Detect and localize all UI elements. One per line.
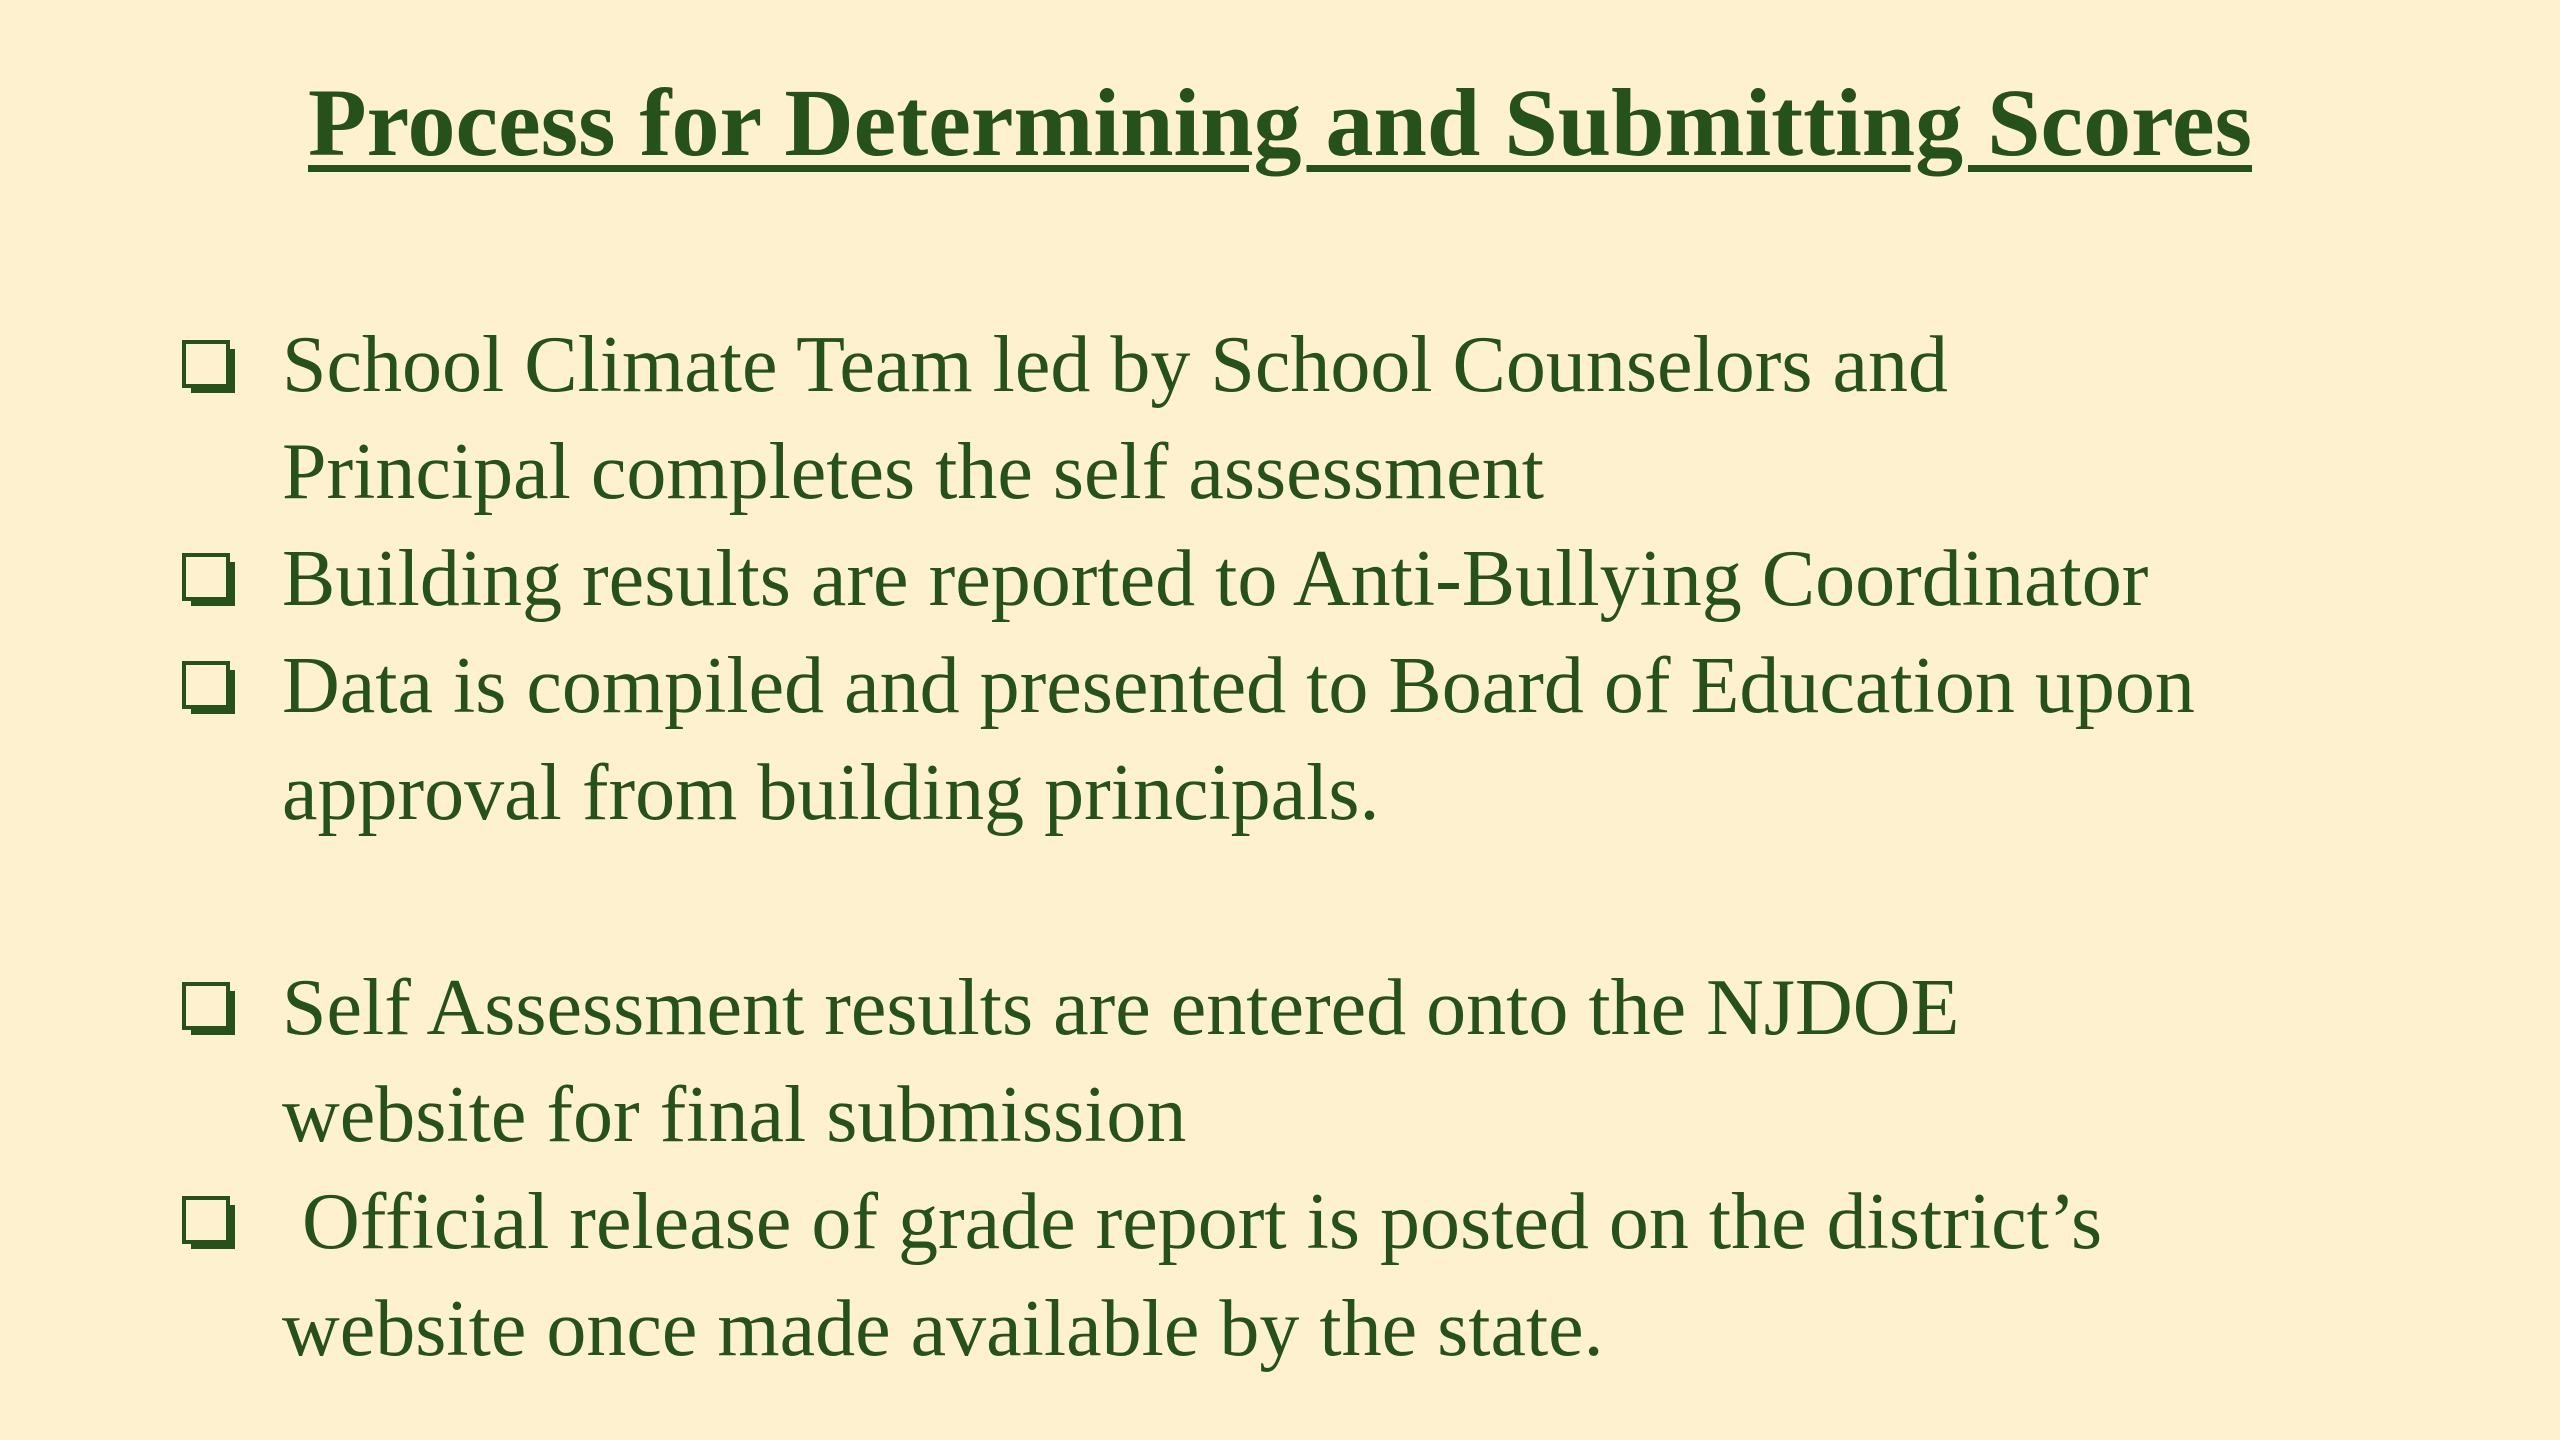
- bullet-line: approval from building principals.: [282, 749, 1380, 837]
- slide-title: Process for Determining and Submitting Scores: [308, 69, 2252, 176]
- checkbox-icon: [180, 659, 240, 719]
- checkbox-icon: [180, 1194, 240, 1254]
- bullet-line: Principal completes the self assessment: [282, 428, 1544, 516]
- bullet-line: Data is compiled and presented to Board of Education upon: [282, 642, 2195, 730]
- checkbox-icon: [180, 338, 240, 398]
- bullet-line: website once made available by the state.: [282, 1285, 1604, 1373]
- checkbox-icon: [180, 980, 240, 1040]
- bullet-line: Self Assessment results are entered onto the NJDOE: [282, 964, 1960, 1052]
- bullet-line: website for final submission: [282, 1071, 1187, 1159]
- bullet-line: Official release of grade report is posted on the district’s: [282, 1178, 2103, 1266]
- bullet-line: Building results are reported to Anti-Bullying Coordinator: [282, 535, 2149, 623]
- bullet-line: School Climate Team led by School Counselors and: [282, 321, 1949, 409]
- checkbox-icon: [180, 551, 240, 611]
